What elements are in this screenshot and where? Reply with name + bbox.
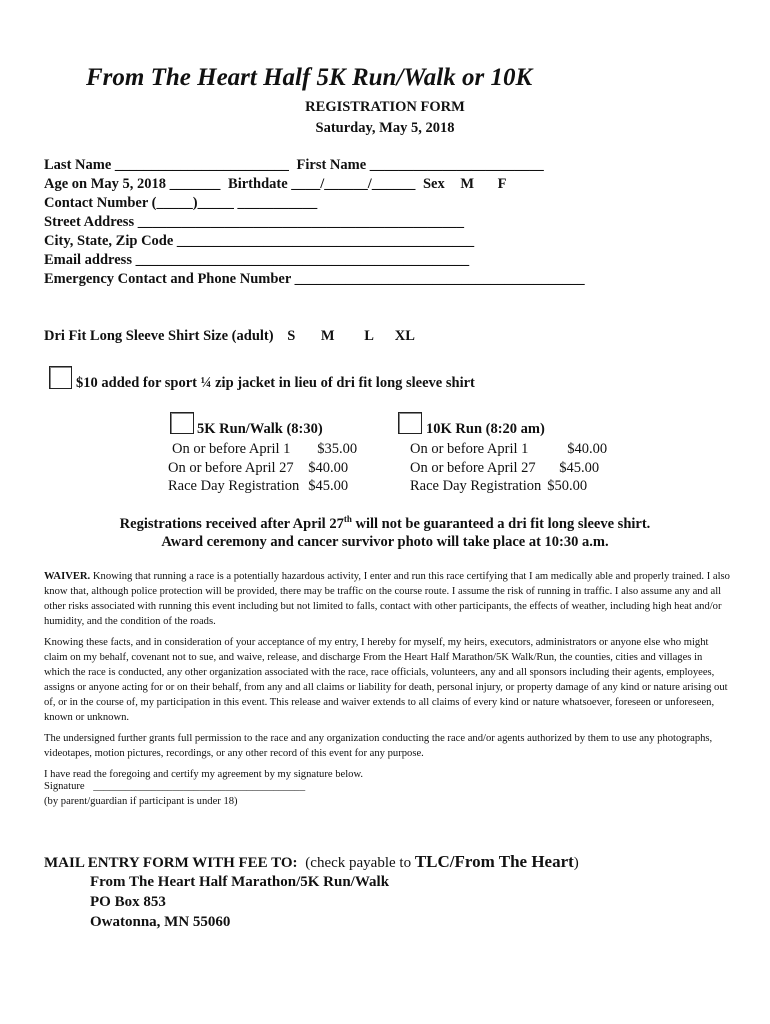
jacket-checkbox[interactable] (49, 366, 72, 389)
contact-number-field[interactable]: Contact Number (_____)_____ ___________ (44, 195, 318, 211)
fee-row (168, 459, 357, 478)
signature-label: Signature (44, 781, 85, 792)
fee-row (410, 477, 607, 496)
signature-line: ________________________________________ (93, 781, 306, 792)
birthdate-field[interactable]: Birthdate ____/______/______ (228, 176, 416, 192)
fee-row (410, 440, 607, 459)
race-10k-checkbox[interactable] (398, 412, 422, 434)
shirt-size-m[interactable]: M (320, 328, 335, 344)
fee-row (410, 459, 607, 478)
event-title: From The Heart Half 5K Run/Walk or 10K (86, 64, 533, 91)
first-name-field[interactable]: First Name ________________________ (296, 157, 544, 173)
fee-price: $40.00 (308, 459, 349, 476)
waiver-paragraph: I have read the foregoing and certify my agreement by my signature below. (44, 769, 364, 780)
race-10k-fee-table (410, 440, 607, 496)
sex-option-f[interactable]: F (497, 176, 507, 192)
fee-label: On or before April 27 (410, 459, 536, 476)
race-5k-fee-table (168, 440, 357, 496)
last-name-field[interactable]: Last Name ________________________ First Name ________________________ (44, 157, 544, 173)
jacket-option-label: $10 added for sport ¼ zip jacket in lieu of dri fit long sleeve shirt (76, 375, 475, 391)
payee: TLC/From The Heart (414, 852, 574, 871)
race-10k-name: 10K Run (8:20 am) (426, 421, 545, 437)
fee-row (168, 477, 357, 496)
shirt-size-row (44, 328, 415, 345)
sex-label: Sex (422, 176, 445, 192)
fee-label: Race Day Registration (168, 478, 300, 495)
emergency-contact-field[interactable]: Emergency Contact and Phone Number ________________________________________ (44, 271, 585, 287)
fee-price: $40.00 (567, 441, 608, 457)
age-field[interactable]: Age on May 5, 2018 _______ Birthdate ____/______/______ Sex M F (44, 176, 507, 192)
sex-option-m[interactable]: M (460, 176, 475, 192)
mail-label: MAIL ENTRY FORM WITH FEE TO: (44, 855, 298, 871)
fee-price: $45.00 (308, 478, 349, 495)
address-line: From The Heart Half Marathon/5K Run/Walk (90, 874, 390, 890)
fee-price: $50.00 (547, 478, 588, 495)
shirt-size-s[interactable]: S (287, 328, 296, 344)
shirt-size-label: Dri Fit Long Sleeve Shirt Size (adult) (44, 328, 274, 344)
waiver-paragraph: Knowing these facts, and in consideration of your acceptance of my entry, I hereby for myself, my heirs, executors, administrators or anyone else who might claim on my behalf, covenant not to sue, and waive, release, and discharge From the Heart Half Marathon/5K Walk/Run, the counties, cities and villages in which the race is conducted, any other organization associated with the race, race officials, volunteers, any and all sponsors including their agents, employees, assigns or anyone acting for or on their behalf, from any and all claims or liability for death, personal injury, or property damage of any kind or nature arising out of, or in the course of, my participation in this event. This release and waiver extends to all claims of every kind or nature whatsoever, foreseen or unforeseen, known or unknown. (44, 637, 728, 723)
mail-instructions: MAIL ENTRY FORM WITH FEE TO: (check payable to TLC/From The Heart) (44, 852, 579, 871)
fee-row (168, 440, 357, 459)
event-date: Saturday, May 5, 2018 (315, 120, 455, 136)
address-line: PO Box 853 (90, 894, 166, 910)
fee-price: $35.00 (317, 441, 358, 457)
shirt-size-xl[interactable]: XL (394, 328, 415, 344)
city-state-zip-field[interactable]: City, State, Zip Code _________________________________________ (44, 233, 475, 249)
shirt-deadline-notice: Registrations received after April 27th will not be guaranteed a dri fit long sleeve shirt. (119, 514, 651, 532)
waiver-section (44, 569, 730, 788)
award-ceremony-notice: Award ceremony and cancer survivor photo will take place at 10:30 a.m. (161, 534, 609, 550)
waiver-label: WAIVER. (44, 571, 91, 582)
waiver-paragraph: The undersigned further grants full permission to the race and any organization conducting the race and/or agents authorized by them to use any photographs, videotapes, motion pictures, recordings, or any other record of this event for any purpose. (44, 733, 713, 759)
fee-label: On or before April 27 (168, 459, 294, 476)
signature-note: (by parent/guardian if participant is under 18) (44, 796, 238, 807)
mailing-address (90, 872, 389, 932)
address-line: Owatonna, MN 55060 (90, 914, 231, 930)
shirt-size-l[interactable]: L (364, 328, 374, 344)
email-field[interactable]: Email address ______________________________________________ (44, 252, 470, 268)
fee-label: On or before April 1 (172, 441, 291, 457)
waiver-paragraph: WAIVER. Knowing that running a race is a potentially hazardous activity, I enter and run this race certifying that I am medically able and properly trained. I also know that, although police protection will be provided, there may be traffic on the course route. I assume the risk of running in traffic. I also assume any and all other risks associated with running this event including but not limited to falls, contact with other participants, the effects of weather, including high heat and/or humidity, and the condition of the roads. (44, 571, 730, 627)
race-5k-name: 5K Run/Walk (8:30) (197, 421, 323, 437)
race-5k-checkbox[interactable] (170, 412, 194, 434)
street-address-field[interactable]: Street Address _____________________________________________ (44, 214, 464, 230)
fee-price: $45.00 (559, 459, 600, 476)
fee-label: Race Day Registration (410, 478, 542, 495)
fee-label: On or before April 1 (410, 441, 529, 457)
form-heading: REGISTRATION FORM (305, 99, 465, 115)
signature-field[interactable] (44, 781, 305, 792)
